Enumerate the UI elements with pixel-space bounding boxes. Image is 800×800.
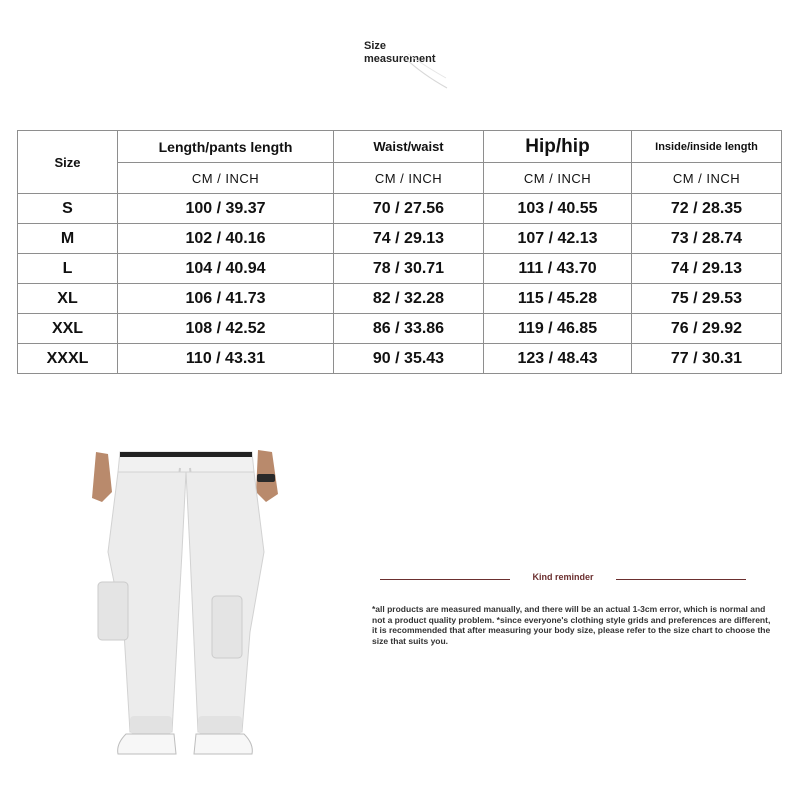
right-cuff-icon: [198, 716, 242, 734]
watch-icon: [257, 474, 275, 482]
inside-length-column-header: Inside/inside length: [632, 131, 782, 163]
length-cell: 100 / 39.37: [118, 194, 334, 224]
size-label: L: [18, 254, 118, 284]
table-row: [18, 344, 782, 374]
size-column-header: Size: [18, 131, 118, 194]
title-line-2: measurement: [364, 53, 436, 65]
decorative-swoosh-icon: [402, 48, 450, 92]
waist-cell: 82 / 32.28: [334, 284, 484, 314]
length-column-header: Length/pants length: [118, 131, 334, 163]
table-row: [18, 254, 782, 284]
waist-cell: 90 / 35.43: [334, 344, 484, 374]
right-cargo-pocket-icon: [212, 596, 242, 658]
size-label: XXL: [18, 314, 118, 344]
hip-unit: CM / INCH: [484, 163, 632, 194]
hip-cell: 107 / 42.13: [484, 224, 632, 254]
hip-cell: 123 / 48.43: [484, 344, 632, 374]
inside-length-cell: 76 / 29.92: [632, 314, 782, 344]
size-chart-table: [17, 130, 782, 374]
hip-cell: 119 / 46.85: [484, 314, 632, 344]
size-label: S: [18, 194, 118, 224]
right-sneaker-icon: [194, 734, 252, 754]
underwear-band-icon: [120, 452, 252, 457]
inside-length-cell: 77 / 30.31: [632, 344, 782, 374]
kind-reminder-title: Kind reminder: [532, 572, 594, 582]
left-cuff-icon: [130, 716, 172, 734]
length-cell: 106 / 41.73: [118, 284, 334, 314]
inside-length-cell: 75 / 29.53: [632, 284, 782, 314]
inside-length-cell: 73 / 28.74: [632, 224, 782, 254]
waist-unit: CM / INCH: [334, 163, 484, 194]
size-label: M: [18, 224, 118, 254]
left-sneaker-icon: [118, 734, 176, 754]
table-row: [18, 284, 782, 314]
kind-reminder-heading: [380, 572, 746, 588]
title-line-1: Size: [364, 40, 387, 52]
kind-reminder-text: *all products are measured manually, and there will be an actual 1-3cm error, which is normal and not a product quality problem. *since everyone's clothing style grids and preferences are different, it is recommended that after measuring your body size, please refer to the size chart to choose the size that suits you.: [372, 604, 771, 646]
left-cargo-pocket-icon: [98, 582, 128, 640]
table-header-row: [18, 131, 782, 163]
length-unit: CM / INCH: [118, 163, 334, 194]
waist-column-header: Waist/waist: [334, 131, 484, 163]
reminder-divider-right: [616, 579, 746, 580]
table-row: [18, 194, 782, 224]
waist-cell: 86 / 33.86: [334, 314, 484, 344]
table-unit-row: [18, 163, 782, 194]
table-row: [18, 224, 782, 254]
waist-cell: 70 / 27.56: [334, 194, 484, 224]
size-label: XXXL: [18, 344, 118, 374]
left-hand-icon: [92, 452, 112, 502]
inside-length-cell: 72 / 28.35: [632, 194, 782, 224]
inside-length-cell: 74 / 29.13: [632, 254, 782, 284]
length-cell: 104 / 40.94: [118, 254, 334, 284]
hip-cell: 115 / 45.28: [484, 284, 632, 314]
waist-cell: 78 / 30.71: [334, 254, 484, 284]
inside-length-unit: CM / INCH: [632, 163, 782, 194]
length-cell: 110 / 43.31: [118, 344, 334, 374]
hip-column-header: Hip/hip: [484, 131, 632, 163]
hip-cell: 111 / 43.70: [484, 254, 632, 284]
length-cell: 108 / 42.52: [118, 314, 334, 344]
table-row: [18, 314, 782, 344]
length-cell: 102 / 40.16: [118, 224, 334, 254]
hip-cell: 103 / 40.55: [484, 194, 632, 224]
cargo-pants-product-image: [68, 432, 300, 762]
waist-cell: 74 / 29.13: [334, 224, 484, 254]
size-label: XL: [18, 284, 118, 314]
